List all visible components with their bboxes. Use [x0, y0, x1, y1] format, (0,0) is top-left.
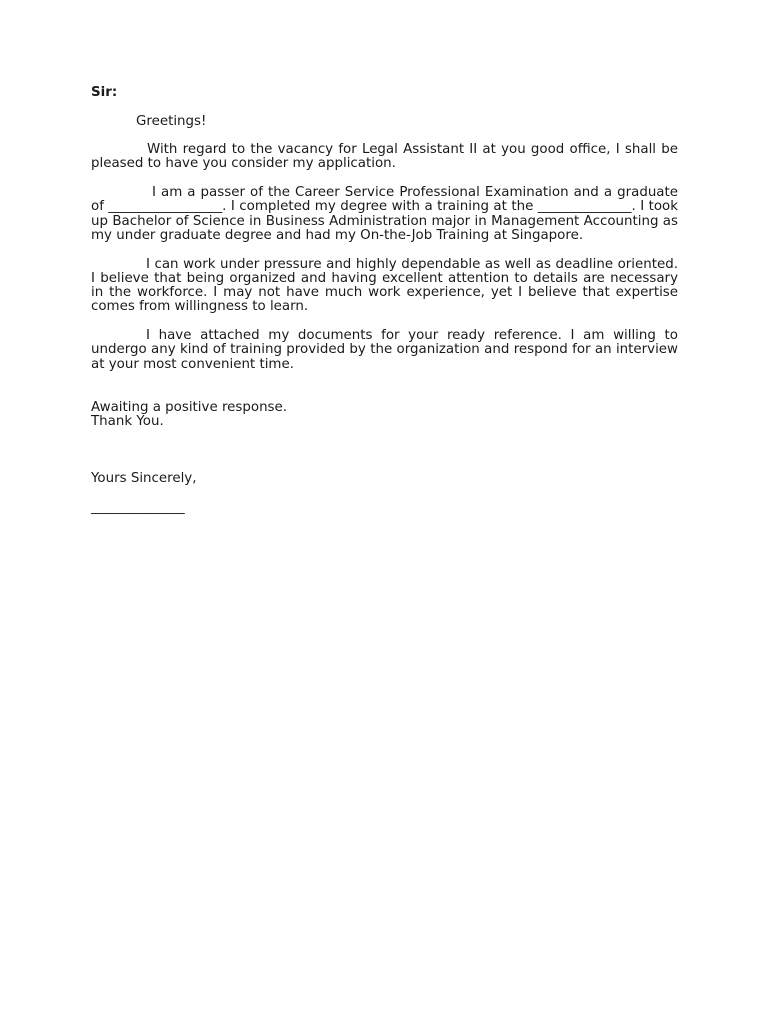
- closing-line-thanks: Thank You.: [91, 413, 164, 429]
- closing-line-response: Awaiting a positive response.: [91, 399, 288, 415]
- letter-page: [91, 86, 678, 515]
- paragraph-documents: I have attached my documents for your ready reference. I am willing to undergo any kind of training provided by the organization and respond for an interview at your most convenient time.: [91, 328, 678, 372]
- paragraph-education: I am a passer of the Career Service Professional Examination and a graduate of _________________. I completed my degree with a training at the ______________. I took up Bachelor of Science in Business Administration major in Management Accounting as my under graduate degree and had my On-the-Job Training at Singapore.: [91, 185, 678, 243]
- salutation: Sir:: [91, 85, 118, 100]
- paragraph-skills: I can work under pressure and highly dependable as well as deadline oriented. I believe that being organized and having excellent attention to details are necessary in the workforce. I may not have much work experience, yet I believe that expertise comes from willingness to learn.: [91, 256, 678, 315]
- sign-off: Yours Sincerely,: [91, 471, 197, 487]
- greeting: Greetings!: [136, 113, 207, 129]
- signature-line: ______________: [91, 499, 185, 515]
- paragraph-vacancy: With regard to the vacancy for Legal Assistant II at you good office, I shall be pleased to have you consider my application.: [91, 142, 678, 172]
- closing-block: [91, 401, 678, 430]
